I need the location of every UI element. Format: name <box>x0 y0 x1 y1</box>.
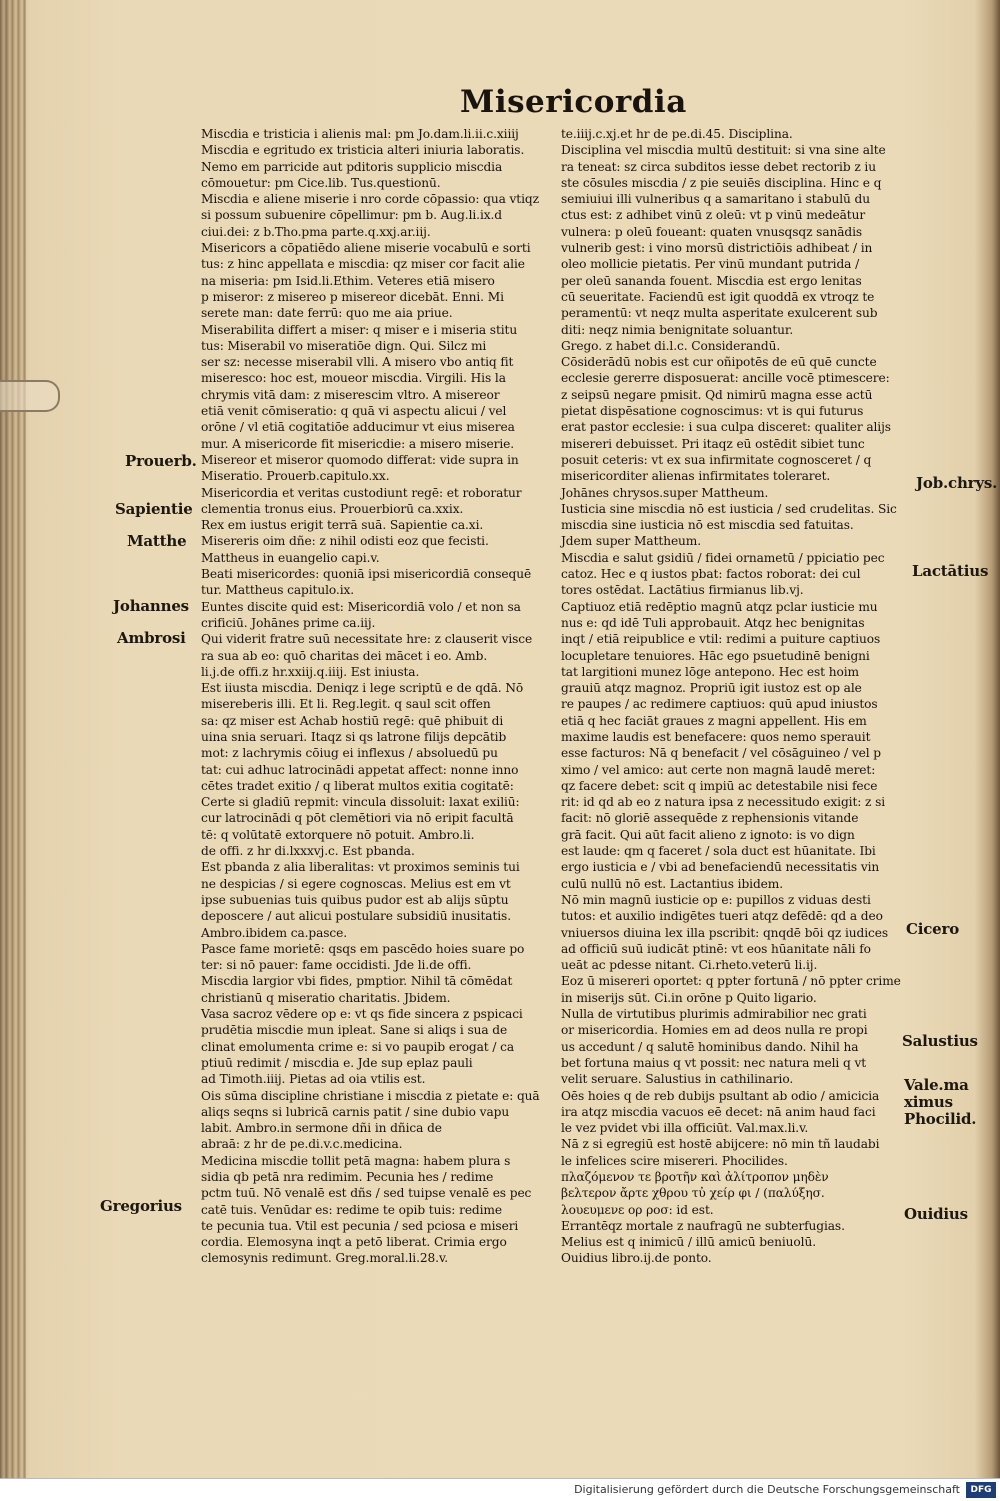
right-column-line: rit: id qd ab eo z natura ipsa z necessitudo exigit: z si <box>561 795 886 810</box>
right-column-line: Grego. z habet di.l.c. Considerandū. <box>561 338 781 353</box>
book-page-edges <box>0 0 26 1478</box>
footer-credit: Digitalisierung gefördert durch die Deutsche Forschungsgemeinschaft <box>574 1483 960 1496</box>
margin-note-chrysostom: Job.chrys. <box>916 474 998 492</box>
right-column-line: tat largitioni munez lōge antepono. Hec est hoim <box>561 664 859 679</box>
right-column-line: Captiuoz etiā redēptio magnū atqz pclar iusticie mu <box>561 599 878 614</box>
right-column-line: Miscdia e salut gsidiū / fidei ornametū / ppiciatio pec <box>561 550 885 565</box>
right-column-line: velit seruare. Salustius in cathilinario. <box>561 1072 794 1087</box>
right-column-line: nus e: qd idē Tuli approbauit. Atqz hec benignitas <box>561 615 865 630</box>
left-column-line: Certe si gladiū repmit: vincula dissoluit: laxat exiliū: <box>201 795 520 810</box>
left-column-line: mur. A misericorde fit misericdie: a misero miserie. <box>201 436 515 451</box>
right-column-line: Cōsiderādū nobis est cur oñipotēs de eū quē cuncte <box>561 355 877 370</box>
left-column-line: Misereor et miseror quomodo differat: vide supra in <box>201 452 519 467</box>
left-column-line: si possum subuenire cōpellimur: pm b. Aug.li.ix.d <box>201 208 502 223</box>
left-column-line: chrymis vitā dam: z miserescim vltro. A misereor <box>201 387 500 402</box>
margin-note-cicero: Cicero <box>906 920 960 938</box>
right-column-line: te.iiij.c.xj.et hr de pe.di.45. Disciplina. <box>561 127 793 141</box>
right-column-line: pietat dispēsatione cognoscimus: vt is qui futurus <box>561 404 864 419</box>
left-column-line: p miseror: z misereo p misereor dicebāt. Enni. Mi <box>201 289 504 304</box>
left-column-line: Miscdia e tristicia i alienis mal: pm Jo.dam.li.ii.c.xiiij <box>201 127 519 141</box>
right-column-line: miscdia sine iusticia nō est miscdia sed fatuitas. <box>561 518 854 533</box>
left-column-line: tus: z hinc appellata e miscdia: qz miser cor facit alie <box>201 257 525 272</box>
left-column-line: clementia tronus eius. Prouerbiorū ca.xxix. <box>201 501 464 516</box>
margin-note-gregory: Gregorius <box>100 1197 182 1215</box>
right-column-line: misereri debuisset. Pri itaqz eū ostēdit sibiet tunc <box>561 436 865 451</box>
right-column-line: posuit ceteris: vt ex sua infirmitate cognosceret / q <box>561 452 872 467</box>
right-column-line: le vez pvidet vbi illa officiūt. Val.max.li.v. <box>561 1121 809 1136</box>
left-column-line: ser sz: necesse miserabil vlli. A misero vbo antiq fit <box>201 355 514 370</box>
right-column-line: vulnera: p oleū foueant: quaten vnusqsqz sanādis <box>561 224 863 239</box>
page-heading: Misericordia <box>460 84 687 120</box>
right-column-line: ctus est: z adhibet vinū z oleū: vt p vinū medeātur <box>561 208 866 223</box>
left-column-line: deposcere / aut alicui postulare subsidiū inusitatis. <box>201 909 511 924</box>
right-column-line: Nā z si egregiū est hostē abijcere: nō min tñ laudabi <box>561 1137 880 1152</box>
right-column-line: ximo / vel amico: aut certe non magnā laudē meret: <box>561 762 876 777</box>
left-column-line: abraā: z hr de pe.di.v.c.medicina. <box>201 1137 403 1152</box>
left-column-line: Est pbanda z alia liberalitas: vt proximos seminis tui <box>201 860 520 875</box>
left-column-line: ra sua ab eo: quō charitas dei mācet i eo. Amb. <box>201 648 488 663</box>
right-column-line: Ouidius libro.ij.de ponto. <box>561 1251 712 1266</box>
right-column-line: misericorditer alienas infirmitates toleraret. <box>561 469 831 484</box>
margin-note-sapientie: Sapientie <box>115 500 193 518</box>
right-column-line: ergo iusticia e / vbi ad benefaciendū necessitatis vin <box>561 860 880 875</box>
right-column-line: maxime laudis est benefacere: quos nemo sperauit <box>561 729 871 744</box>
left-column-line: cordia. Elemosyna inqt a petō liberat. Crimia ergo <box>201 1235 507 1250</box>
left-column-line: cōmouetur: pm Cice.lib. Tus.questionū. <box>201 175 441 190</box>
right-column-line: Iusticia sine miscdia nō est iusticia / sed crudelitas. Sic <box>561 501 897 516</box>
left-column-line: pctm tuū. Nō venalē est dñs / sed tuipse venalē es pec <box>201 1186 532 1201</box>
left-column-line: Ambro.ibidem ca.pasce. <box>201 925 348 940</box>
margin-note-phocylides: Phocilid. <box>904 1110 977 1128</box>
right-column-line: erat pastor ecclesie: i sua culpa disceret: qualiter alijs <box>561 420 891 435</box>
left-column-line: ad Timoth.iiij. Pietas ad oia vtilis est. <box>201 1072 426 1087</box>
right-column-line: oleo mollicie pietatis. Per vinū mundant putrida / <box>561 257 860 272</box>
right-column-line: cū seueritate. Faciendū est igit quoddā ex vtroqz te <box>561 289 875 304</box>
margin-note-ambrose: Ambrosi <box>117 629 186 647</box>
right-column-line: ste cōsules miscdia / z pie seuiēs disciplina. Hinc e q <box>561 175 882 190</box>
left-column-line: na miseria: pm Isid.li.Ethim. Veteres etiā misero <box>201 273 495 288</box>
left-column-line: tē: q volūtatē extorquere nō potuit. Ambro.li. <box>201 827 475 842</box>
right-column-line: ira atqz miscdia vacuos eē decet: nā anim haud faci <box>561 1104 876 1119</box>
left-column-line: clinat emolumenta crime e: si vo paupib erogat / ca <box>201 1039 515 1054</box>
right-column-line: re paupes / ac redimere captiuos: quū apud iniustos <box>561 697 878 712</box>
left-column-line: aliqs seqns si lubricā carnis patit / sine dubio vapu <box>201 1104 510 1119</box>
right-column-line: tores ostēdat. Lactātius firmianus lib.vj. <box>561 583 804 598</box>
left-column-line: Pasce fame morietē: qsqs em pascēdo hoies suare po <box>201 941 525 956</box>
right-column-line: est laude: qm q faceret / sola duct est hūanitate. Ibi <box>561 844 876 859</box>
left-column-line: sidia qb petā nra redimim. Pecunia hes / redime <box>201 1170 494 1184</box>
right-column-line: λουευμενε ορ ροσ: id est. <box>561 1202 714 1217</box>
right-column-line: z seipsū negare pmisit. Qd nimirū magna esse actū <box>561 387 873 402</box>
left-column-line: Miscdia largior vbi fides, pmptior. Nihil tā cōmēdat <box>201 974 513 989</box>
left-column-line: ne despicias / si egere cognoscas. Melius est em vt <box>201 876 511 891</box>
left-column-line: te pecunia tua. Vtil est pecunia / sed pciosa e miseri <box>201 1218 519 1233</box>
right-column-line: Oēs hoies q de reb dubijs psultant ab odio / amicicia <box>561 1088 880 1103</box>
right-column-line: per oleū sananda fouent. Miscdia est ergo lenitas <box>561 273 862 288</box>
margin-note-valerius-2: ximus <box>904 1093 953 1111</box>
left-column-line: Misereris oim dñe: z nihil odisti eoz que fecisti. <box>201 534 489 549</box>
margin-note-lactantius: Lactātius <box>912 562 989 580</box>
left-column-line: ter: si nō pauer: fame occidisti. Jde li.de offi. <box>201 958 472 973</box>
left-column-line: ipse subuenias tuis quibus pudor est ab alijs sūptu <box>201 892 509 907</box>
left-column-line: Rex em iustus erigit terrā suā. Sapientie ca.xi. <box>201 518 484 533</box>
footer-bar <box>0 1478 1000 1501</box>
right-column-line: etiā q hec faciāt graues z magni appellent. His em <box>561 713 867 728</box>
left-column-line: Miserabilita differt a miser: q miser e i miseria stitu <box>201 322 518 337</box>
left-column-line: etiā venit cōmiseratio: q quā vi aspectu alicui / vel <box>201 404 507 419</box>
right-column-line: ad officiū suū iudicāt ptinē: vt eos hūanitate nāli fo <box>561 941 871 956</box>
margin-note-johannes: Johannes <box>113 597 189 615</box>
left-column-line: cētes tradet exitio / q liberat multos exitia cogitatē: <box>201 778 514 793</box>
right-column-line: grā facit. Qui aūt facit alieno z ignoto: is vo dign <box>561 827 855 842</box>
left-column-line: misereberis illi. Et li. Reg.legit. q saul scit offen <box>201 697 491 712</box>
right-column-line: ecclesie gererre disposuerat: ancille vocē ptimescere: <box>561 371 890 386</box>
left-column-line: sa: qz miser est Achab hostiū regē: quē phibuit di <box>201 713 504 728</box>
right-column-line: Melius est q inimicū / illū amicū beniuolū. <box>561 1235 816 1250</box>
left-column-line: Misericordia et veritas custodiunt regē: et roboratur <box>201 485 522 500</box>
right-column-line: inqt / etiā reipublice e vtil: redimi a puiture captiuos <box>561 632 881 647</box>
right-column-line: Johānes chrysos.super Mattheum. <box>561 485 769 500</box>
right-column-line: us accedunt / q salutē hominibus dando. Nihil ha <box>561 1039 859 1054</box>
margin-note-valerius-1: Vale.ma <box>904 1076 969 1094</box>
left-column-line: mot: z lachrymis cōiug ei inflexus / absoluedū pu <box>201 746 498 761</box>
left-column-line: tat: cui adhuc latrocinādi appetat affect: nonne inno <box>201 762 519 777</box>
margin-note-proverbs: Prouerb. <box>125 452 197 470</box>
right-column-line: vniuersos diuina lex illa pscribit: qnqdē bōi qz iudices <box>561 925 889 940</box>
left-column-line: Euntes discite quid est: Misericordiā volo / et non sa <box>201 599 521 614</box>
right-column-line: semiuiui illi vulneribus q a samaritano i stabulū du <box>561 192 870 207</box>
left-text-column <box>201 126 546 1266</box>
right-column-line: vulnerib gest: i vino morsū districtiōis adhibeat / in <box>561 241 873 256</box>
left-column-line: orōne / vl etiā cogitatiōe adducimur vt eius miserea <box>201 420 515 435</box>
left-column-line: miseresco: hoc est, moueor miscdia. Virgili. His la <box>201 371 506 386</box>
left-column-line: Miscdia e egritudo ex tristicia alteri iniuria laboratis. <box>201 143 525 158</box>
right-column-line: Nulla de virtutibus plurimis admirabilior nec grati <box>561 1007 867 1022</box>
right-column-line: le infelices scire misereri. Phocilides. <box>561 1153 788 1168</box>
right-column-line: diti: neqz nimia benignitate soluantur. <box>561 322 794 337</box>
left-column-line: de offi. z hr di.lxxxvj.c. Est pbanda. <box>201 844 415 859</box>
right-column-line: ra teneat: sz circa subditos iesse debet rectorib z iu <box>561 159 876 174</box>
right-column-line: locupletare tenuiores. Hāc ego psuetudinē benigni <box>561 648 870 663</box>
left-column-line: Ois sūma discipline christiane i miscdia z pietate e: quā <box>201 1088 540 1103</box>
right-column-line: bet fortuna maius q vt possit: nec natura meli q vt <box>561 1055 867 1070</box>
right-column-line: grauiū atqz magnoz. Propriū igit iustoz est op ale <box>561 681 862 696</box>
right-text-column <box>561 126 906 1266</box>
left-column-line: Mattheus in euangelio capi.v. <box>201 550 380 565</box>
left-column-line: ptiuū redimit / miscdia e. Jde sup eplaz pauli <box>201 1055 473 1070</box>
right-column-line: culū nullū nō est. Lactantius ibidem. <box>561 876 784 891</box>
right-column-line: in miserijs sūt. Ci.in orōne p Quito ligario. <box>561 990 817 1005</box>
left-column-line: catē tuis. Venūdar es: redime te opib tuis: redime <box>201 1202 502 1217</box>
right-column-line: or misericordia. Homies em ad deos nulla re propi <box>561 1023 868 1038</box>
left-column-line: Qui viderit fratre suū necessitate hre: z clauserit visce <box>201 632 533 647</box>
left-column-line: Medicina miscdie tollit petā magna: habem plura s <box>201 1153 511 1168</box>
left-column-line: Vasa sacroz vēdere op e: vt qs fide sincera z pspicaci <box>201 1007 523 1022</box>
left-column-line: li.j.de offi.z hr.xxiij.q.iiij. Est iniusta. <box>201 664 420 679</box>
margin-note-sallust: Salustius <box>902 1032 978 1050</box>
right-column-line: peramentū: vt neqz multa asperitate exulcerent sub <box>561 306 878 321</box>
left-column-line: uina snia seruari. Itaqz si qs latrone filijs depcātib <box>201 729 507 744</box>
right-column-line: facit: nō gloriē assequēde z rephensionis vitande <box>561 811 859 826</box>
right-column-line: Errantēqz mortale z naufragū ne subterfugias. <box>561 1218 845 1233</box>
right-column-line: Eoz ū misereri oportet: q ppter fortunā / nō ppter crime <box>561 974 901 989</box>
right-column-line: catoz. Hec e q iustos pbat: factos roborat: dei cul <box>561 567 861 582</box>
right-column-line: esse facturos: Nā q benefacit / vel cōsāguineo / vel p <box>561 746 881 761</box>
dfg-logo: DFG <box>966 1482 996 1498</box>
left-column-line: tus: Miserabil vo miseratiōe dign. Qui. Silcz mi <box>201 338 487 353</box>
right-column-line: πλαζόμενον τε βροτῆν καὶ ἀλίτροπον μηδὲν <box>561 1170 829 1184</box>
left-column-line: Est iiusta miscdia. Deniqz i lege scriptū e de qdā. Nō <box>201 681 524 696</box>
margin-note-ovid: Ouidius <box>904 1205 968 1223</box>
left-column-line: Beati misericordes: quoniā ipsi misericordiā consequē <box>201 567 532 582</box>
left-column-line: Miscdia e aliene miserie i nro corde cōpassio: qua vtiqz <box>201 192 539 207</box>
margin-note-matthew: Matthe <box>127 532 187 550</box>
left-column-line: serete man: date ferrū: quo me aia priue. <box>201 306 453 321</box>
right-column-line: qz facere debet: scit q impiū ac detestabile nisi fece <box>561 778 878 793</box>
right-column-line: Disciplina vel miscdia multū destituit: si vna sine alte <box>561 143 886 158</box>
left-column-line: ciui.dei: z b.Tho.pma parte.q.xxj.ar.iij. <box>201 224 431 239</box>
left-column-line: christianū q miseratio charitatis. Jbidem. <box>201 990 451 1005</box>
left-column-line: labit. Ambro.in sermone dñi in dñica de <box>201 1121 442 1136</box>
right-column-line: Nō min magnū iusticie op e: pupillos z viduas desti <box>561 892 871 907</box>
right-column-line: ueāt ac pdesse nitant. Ci.rheto.veterū li.ij. <box>561 958 818 973</box>
left-column-line: Miseratio. Prouerb.capitulo.xx. <box>201 469 390 484</box>
right-column-line: Jdem super Mattheum. <box>561 534 702 549</box>
left-column-line: prudētia miscdie mun ipleat. Sane si aliqs i sua de <box>201 1023 508 1038</box>
left-column-line: cur latrocinādi q pōt clemētiori via nō eripit facultā <box>201 811 514 826</box>
left-column-line: clemosynis redimunt. Greg.moral.li.28.v. <box>201 1251 449 1266</box>
left-column-line: tur. Mattheus capitulo.ix. <box>201 583 355 598</box>
left-column-line: Nemo em parricide aut pditoris supplicio miscdia <box>201 159 503 174</box>
left-column-line: crificiū. Johānes prime ca.iij. <box>201 615 376 630</box>
right-column-line: βελτερον ἄρτε χθρου τὐ χείρ φι / (παλύξησ. <box>561 1186 825 1201</box>
left-column-line: Misericors a cōpatiēdo aliene miserie vocabulū e sorti <box>201 241 531 256</box>
right-column-line: tutos: et auxilio indigētes tueri atqz defēdē: qd a deo <box>561 909 883 924</box>
binding-clip <box>0 380 60 412</box>
